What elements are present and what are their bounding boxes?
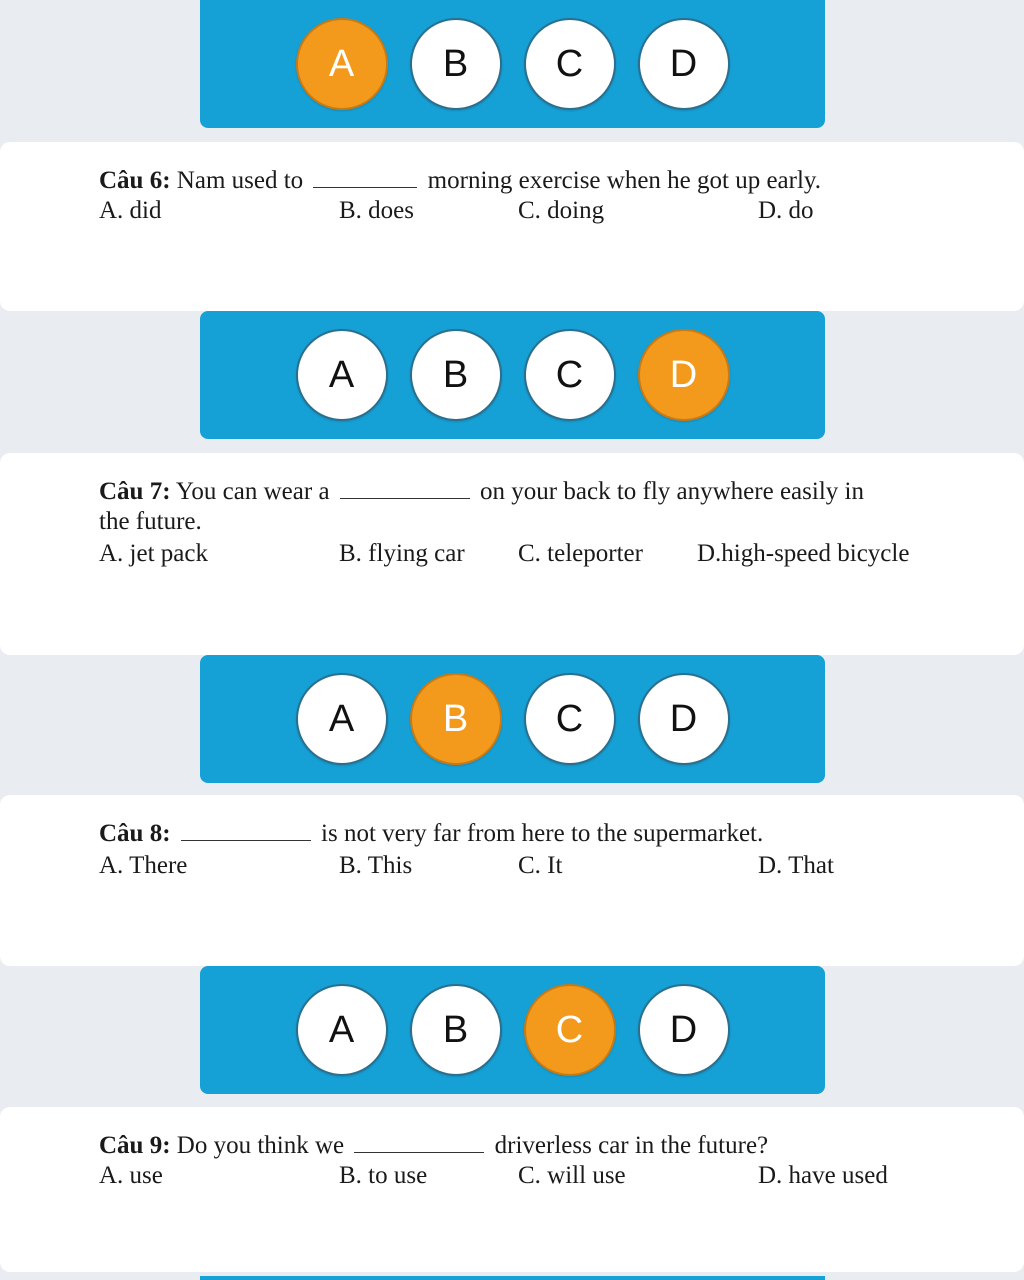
- question-7-stem-cont: the future.: [99, 508, 202, 535]
- answer-blank: [313, 167, 417, 188]
- choice-c[interactable]: C: [524, 984, 616, 1076]
- choice-b[interactable]: B: [410, 984, 502, 1076]
- question-label: Câu 9:: [99, 1132, 171, 1159]
- answer-blank: [354, 1132, 484, 1153]
- question-7-stem: Câu 7: You can wear a on your back to fly anywhere easily in: [99, 478, 864, 505]
- answer-bar-1: [200, 0, 825, 128]
- question-card-9: [0, 1107, 1024, 1272]
- option-a: A. There: [99, 852, 188, 879]
- option-d: D.high-speed bicycle: [697, 540, 910, 567]
- choice-d[interactable]: D: [638, 329, 730, 421]
- option-b: B. flying car: [339, 540, 465, 567]
- question-6-stem: Câu 6: Nam used to morning exercise when he got up early.: [99, 167, 822, 194]
- question-card-8: [0, 795, 1024, 966]
- question-9-stem: Câu 9: Do you think we driverless car in the future?: [99, 1132, 769, 1159]
- choice-d[interactable]: D: [638, 984, 730, 1076]
- choice-b[interactable]: B: [410, 329, 502, 421]
- question-card-7: [0, 453, 1024, 655]
- question-8-stem: Câu 8: is not very far from here to the supermarket.: [99, 820, 764, 847]
- choice-a[interactable]: A: [296, 329, 388, 421]
- option-c: C. doing: [518, 197, 605, 224]
- option-a: A. jet pack: [99, 540, 208, 567]
- question-label: Câu 8:: [99, 820, 171, 847]
- answer-blank: [181, 820, 311, 841]
- choice-d[interactable]: D: [638, 18, 730, 110]
- option-d: D. do: [758, 197, 814, 224]
- option-d: D. That: [758, 852, 834, 879]
- option-a: A. did: [99, 197, 162, 224]
- option-c: C. teleporter: [518, 540, 643, 567]
- answer-bar-4: [200, 966, 825, 1094]
- option-a: A. use: [99, 1162, 163, 1189]
- question-label: Câu 7:: [99, 478, 171, 505]
- choice-a[interactable]: A: [296, 673, 388, 765]
- answer-bar-2: [200, 311, 825, 439]
- question-card-6: [0, 142, 1024, 311]
- choice-c[interactable]: C: [524, 329, 616, 421]
- choice-c[interactable]: C: [524, 18, 616, 110]
- choice-a[interactable]: A: [296, 984, 388, 1076]
- answer-bar-3: [200, 655, 825, 783]
- option-b: B. does: [339, 197, 414, 224]
- question-label: Câu 6:: [99, 167, 171, 194]
- choice-b[interactable]: B: [410, 18, 502, 110]
- choice-c[interactable]: C: [524, 673, 616, 765]
- option-b: B. This: [339, 852, 413, 879]
- choice-d[interactable]: D: [638, 673, 730, 765]
- option-c: C. will use: [518, 1162, 626, 1189]
- option-c: C. It: [518, 852, 563, 879]
- answer-bar-5-edge: [200, 1276, 825, 1280]
- answer-blank: [340, 478, 470, 499]
- choice-b[interactable]: B: [410, 673, 502, 765]
- choice-a[interactable]: A: [296, 18, 388, 110]
- option-b: B. to use: [339, 1162, 428, 1189]
- option-d: D. have used: [758, 1162, 888, 1189]
